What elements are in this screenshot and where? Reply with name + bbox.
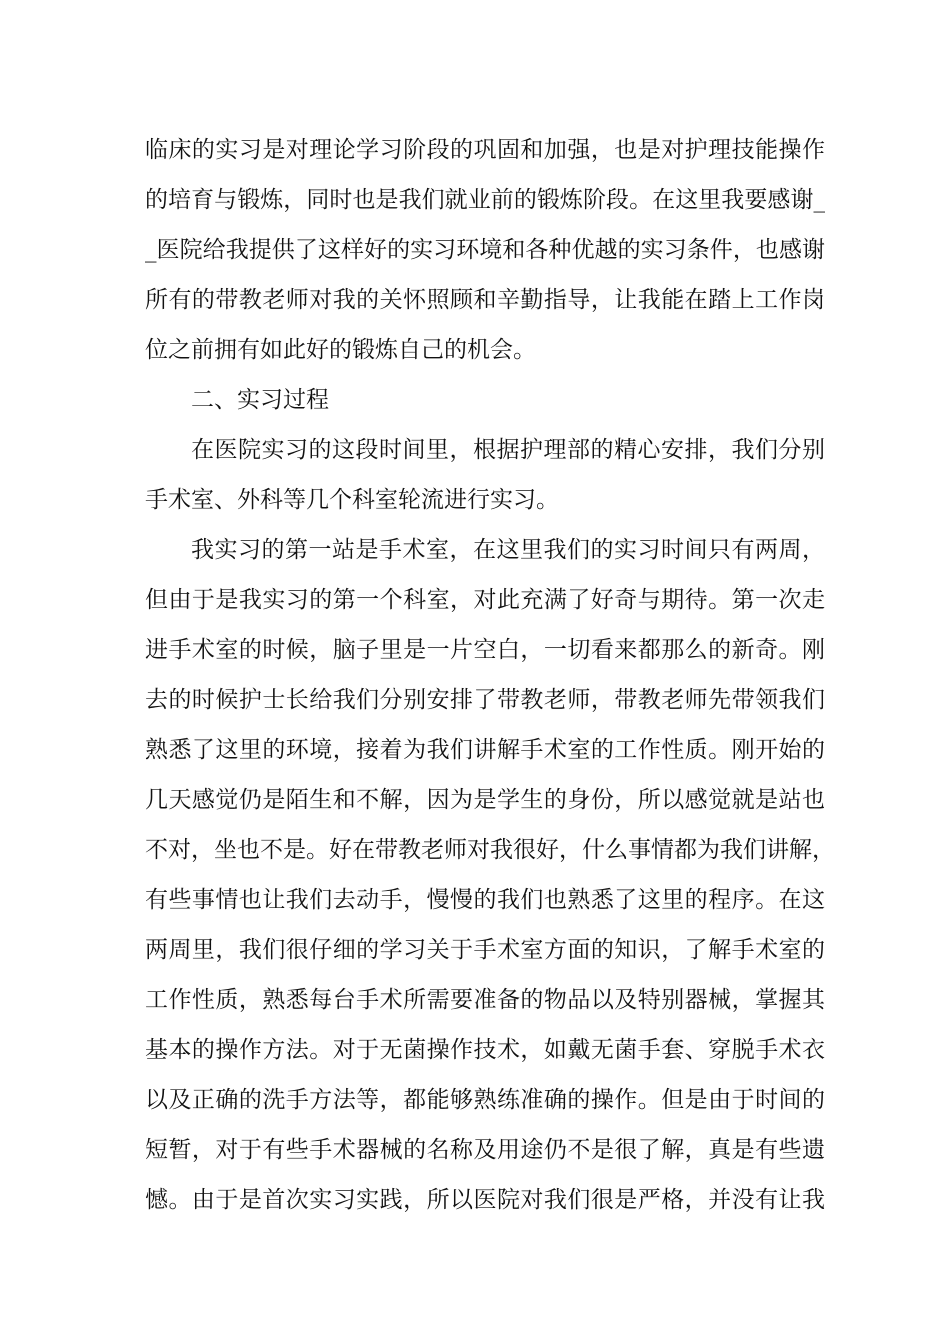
paragraph-3-line-9: 两周里，我们很仔细的学习关于手术室方面的知识，了解手术室的 [145,937,825,963]
paragraph-3-line-13: 短暂，对于有些手术器械的名称及用途仍不是很了解，真是有些遗 [145,1137,825,1163]
paragraph-1-line-4: 所有的带教老师对我的关怀照顾和辛勤指导，让我能在踏上工作岗 [145,287,825,313]
paragraph-3-line-11: 基本的操作方法。对于无菌操作技术，如戴无菌手套、穿脱手术衣 [145,1037,825,1063]
paragraph-1-line-2: 的培育与锻炼，同时也是我们就业前的锻炼阶段。在这里我要感谢_ [145,187,825,213]
paragraph-3-line-7: 不对，坐也不是。好在带教老师对我很好，什么事情都为我们讲解， [145,837,835,863]
paragraph-1-line-5: 位之前拥有如此好的锻炼自己的机会。 [145,337,536,363]
paragraph-3-line-5: 熟悉了这里的环境，接着为我们讲解手术室的工作性质。刚开始的 [145,737,825,763]
paragraph-3-line-1: 我实习的第一站是手术室，在这里我们的实习时间只有两周， [191,537,825,563]
paragraph-2-line-2: 手术室、外科等几个科室轮流进行实习。 [145,487,559,513]
paragraph-3-line-3: 进手术室的时候，脑子里是一片空白，一切看来都那么的新奇。刚 [145,637,825,663]
paragraph-3-line-8: 有些事情也让我们去动手，慢慢的我们也熟悉了这里的程序。在这 [145,887,825,913]
paragraph-3-line-12: 以及正确的洗手方法等，都能够熟练准确的操作。但是由于时间的 [145,1087,825,1113]
paragraph-2-line-1: 在医院实习的这段时间里，根据护理部的精心安排，我们分别 [191,437,825,463]
paragraph-3-line-4: 去的时候护士长给我们分别安排了带教老师，带教老师先带领我们 [145,687,825,713]
section-heading: 二、实习过程 [191,387,329,413]
paragraph-3-line-6: 几天感觉仍是陌生和不解，因为是学生的身份，所以感觉就是站也 [145,787,825,813]
paragraph-3-line-10: 工作性质，熟悉每台手术所需要准备的物品以及特别器械，掌握其 [145,987,825,1013]
paragraph-1-line-1: 临床的实习是对理论学习阶段的巩固和加强，也是对护理技能操作 [145,137,825,163]
paragraph-3-line-14: 憾。由于是首次实习实践，所以医院对我们很是严格，并没有让我 [145,1187,825,1213]
paragraph-1-line-3: _医院给我提供了这样好的实习环境和各种优越的实习条件，也感谢 [145,237,825,263]
paragraph-3-line-2: 但由于是我实习的第一个科室，对此充满了好奇与期待。第一次走 [145,587,825,613]
